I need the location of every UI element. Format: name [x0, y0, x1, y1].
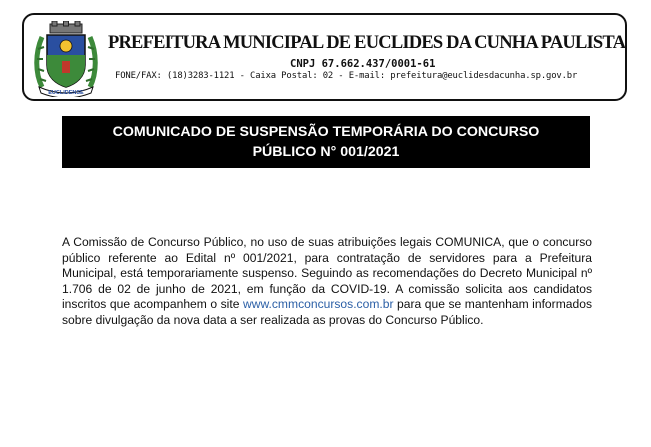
contest-website-link[interactable]: www.cmmconcursos.com.br: [242, 297, 394, 312]
municipality-title: PREFEITURA MUNICIPAL DE EUCLIDES DA CUNHA PAULISTA: [108, 33, 626, 53]
cnpj-number: CNPJ 67.662.437/0001-61: [290, 58, 436, 70]
letterhead: [22, 13, 627, 101]
municipal-crest-icon: [33, 21, 99, 97]
crest-motto: EUCLIDENSE: [48, 90, 84, 96]
notice-body: [62, 235, 592, 329]
notice-title-banner: [62, 116, 590, 168]
notice-title-line-1: COMUNICADO DE SUSPENSÃO TEMPORÁRIA DO CONCURSO: [112, 124, 540, 140]
notice-body-text-end: para que se mantenham informados sobre divulgação da nova data a ser realizada as provas do Concurso Público.: [62, 297, 592, 327]
contact-info: FONE/FAX: (18)3283-1121 - Caixa Postal: 02 - E-mail: prefeitura@euclidesdacunha.sp.gov.br: [115, 71, 578, 81]
notice-body-text: A Comissão de Concurso Público, no uso de suas atribuições legais COMUNICA, que o concurso público referente ao Edital nº 001/2021, para contratação de servidores para a Prefeitura Municipal, está temporariamente suspenso. Seguindo as recomendações do Decreto Municipal nº 1.706 de 02 de junho de 2021, em função da COVID-19. A comissão solicita aos candidatos inscritos que acompanhem o site: [62, 235, 592, 312]
notice-title-line-2: PÚBLICO N° 001/2021: [252, 144, 400, 160]
